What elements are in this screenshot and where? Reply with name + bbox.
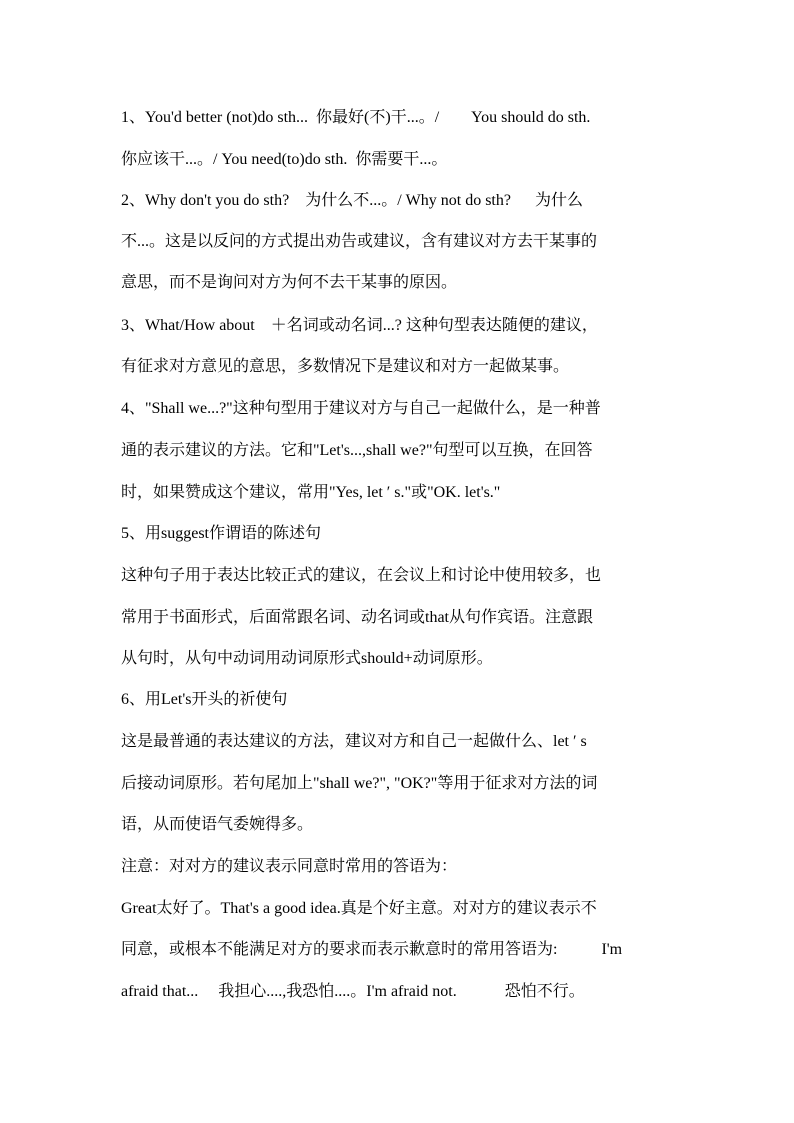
text-line-12: 这种句子用于表达比较正式的建议，在会议上和讨论中使用较多，也 [121,567,602,584]
text-line-18: 语，从而使语气委婉得多。 [121,816,314,833]
text-line-20: Great太好了。That's a good idea.真是个好主意。对对方的建议表示不 [121,900,597,917]
text-line-21: 同意，或根本不能满足对方的要求而表示歉意时的常用答语为: I'm [121,941,623,958]
text-line-8: 4、"Shall we...?"这种句型用于建议对方与自己一起做什么，是一种普 [121,400,601,417]
text-line-17: 后接动词原形。若句尾加上"shall we?", "OK?"等用于征求对方法的词 [121,775,598,792]
text-line-14: 从句时，从句中动词用动词原形式should+动词原形。 [121,650,493,667]
text-line-15: 6、用Let's开头的祈使句 [121,691,288,708]
text-line-4: 不...。这是以反问的方式提出劝告或建议，含有建议对方去干某事的 [121,233,598,250]
text-line-13: 常用于书面形式，后面常跟名词、动名词或that从句作宾语。注意跟 [121,609,593,626]
text-line-3: 2、Why don't you do sth? 为什么不...。/ Why not do sth? 为什么 [121,192,583,209]
text-line-6: 3、What/How about ＋名词或动名词...? 这种句型表达随便的建议， [121,317,598,334]
text-line-10: 时，如果赞成这个建议，常用"Yes, let ′ s."或"OK. let's." [121,484,501,501]
text-line-2: 你应该干...。/ You need(to)do sth. 你需要干...。 [121,151,448,168]
text-line-5: 意思，而不是询问对方为何不去干某事的原因。 [121,274,458,291]
text-line-16: 这是最普通的表达建议的方法，建议对方和自己一起做什么、let ′ s [121,733,587,750]
text-line-7: 有征求对方意见的意思，多数情况下是建议和对方一起做某事。 [121,358,570,375]
text-line-9: 通的表示建议的方法。它和"Let's...,shall we?"句型可以互换，在回答 [121,442,593,459]
text-line-1: 1、You'd better (not)do sth... 你最好(不)干...。/ You should do sth. [121,109,591,126]
text-line-11: 5、用suggest作谓语的陈述句 [121,525,322,542]
text-line-19: 注意：对对方的建议表示同意时常用的答语为： [121,858,458,875]
text-line-22: afraid that... 我担心....,我恐怕....。I'm afraid not. 恐怕不行。 [121,983,585,1000]
